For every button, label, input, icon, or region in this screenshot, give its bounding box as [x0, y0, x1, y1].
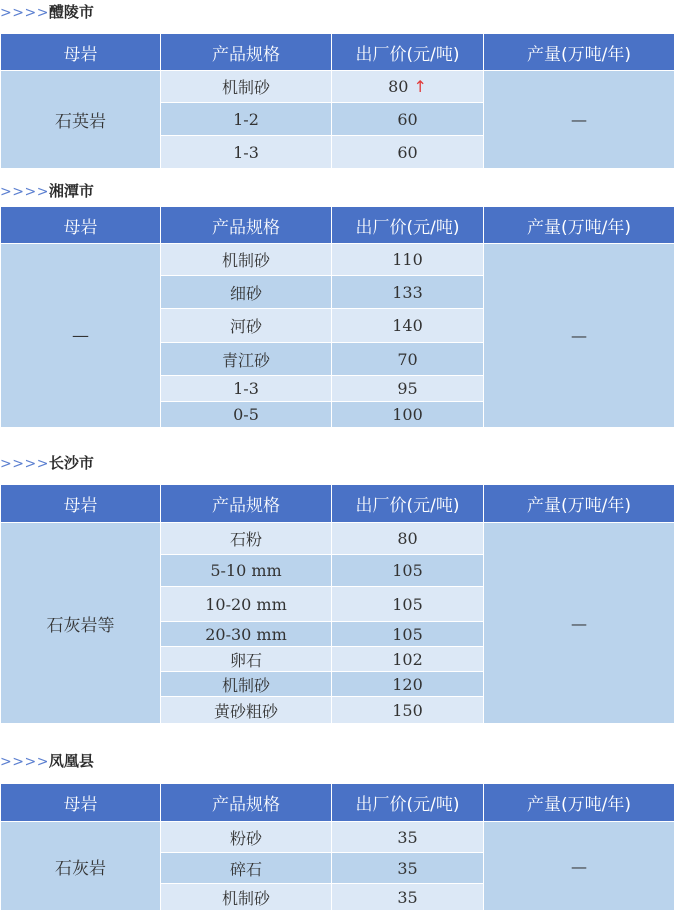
header-row	[1, 34, 674, 71]
price-table	[0, 33, 674, 169]
table-row	[1, 71, 674, 103]
spec-cell: 1-3	[161, 136, 332, 169]
price-cell: 140	[332, 309, 484, 343]
table-row	[1, 822, 674, 853]
city-name: 长沙市	[48, 454, 94, 472]
section-heading	[0, 452, 94, 474]
price-cell	[332, 71, 484, 103]
spec-cell: 粉砂	[161, 822, 332, 853]
spec-cell: 青江砂	[161, 343, 332, 376]
spec-cell: 1-2	[161, 103, 332, 136]
spec-cell: 石粉	[161, 523, 332, 555]
price-cell: 150	[332, 697, 484, 724]
output-cell: —	[484, 244, 674, 428]
mother-rock-cell: —	[1, 244, 161, 428]
mother-rock-cell: 石英岩	[1, 71, 161, 169]
header-output: 产量(万吨/年)	[484, 207, 674, 244]
spec-cell: 10-20 mm	[161, 587, 332, 622]
header-spec: 产品规格	[161, 207, 332, 244]
price-cell: 35	[332, 853, 484, 884]
spec-cell: 机制砂	[161, 71, 332, 103]
header-row	[1, 485, 674, 523]
header-price: 出厂价(元/吨)	[332, 207, 484, 244]
header-spec: 产品规格	[161, 784, 332, 822]
arrows-marker: >>>>	[0, 5, 49, 21]
price-cell: 105	[332, 587, 484, 622]
header-row	[1, 784, 674, 822]
arrow-up-icon: ↑	[413, 77, 427, 96]
price-cell: 105	[332, 555, 484, 587]
spec-cell: 1-3	[161, 376, 332, 402]
price-cell: 35	[332, 822, 484, 853]
output-cell: —	[484, 71, 674, 169]
city-name: 凤凰县	[48, 752, 94, 770]
header-mother-rock: 母岩	[1, 207, 161, 244]
mother-rock-cell: 石灰岩	[1, 822, 161, 911]
price-cell: 60	[332, 136, 484, 169]
price-cell: 35	[332, 884, 484, 911]
header-price: 出厂价(元/吨)	[332, 34, 484, 71]
arrows-marker: >>>>	[0, 456, 49, 472]
header-price: 出厂价(元/吨)	[332, 485, 484, 523]
price-cell: 70	[332, 343, 484, 376]
spec-cell: 碎石	[161, 853, 332, 884]
header-output: 产量(万吨/年)	[484, 485, 674, 523]
header-mother-rock: 母岩	[1, 34, 161, 71]
arrows-marker: >>>>	[0, 184, 49, 200]
spec-cell: 卵石	[161, 647, 332, 672]
city-name: 醴陵市	[48, 3, 94, 21]
arrows-marker: >>>>	[0, 754, 49, 770]
price-cell: 102	[332, 647, 484, 672]
price-table	[0, 783, 674, 911]
header-row	[1, 207, 674, 244]
spec-cell: 5-10 mm	[161, 555, 332, 587]
price-cell: 110	[332, 244, 484, 276]
output-cell: —	[484, 523, 674, 724]
table-row	[1, 244, 674, 276]
header-price: 出厂价(元/吨)	[332, 784, 484, 822]
spec-cell: 0-5	[161, 402, 332, 428]
price-cell: 80	[332, 523, 484, 555]
header-output: 产量(万吨/年)	[484, 784, 674, 822]
spec-cell: 河砂	[161, 309, 332, 343]
price-table	[0, 484, 674, 724]
section-heading	[0, 1, 94, 23]
price-cell: 105	[332, 622, 484, 647]
output-cell: —	[484, 822, 674, 911]
header-mother-rock: 母岩	[1, 485, 161, 523]
spec-cell: 机制砂	[161, 884, 332, 911]
spec-cell: 机制砂	[161, 244, 332, 276]
price-cell: 95	[332, 376, 484, 402]
spec-cell: 黄砂粗砂	[161, 697, 332, 724]
section-heading	[0, 180, 94, 202]
header-spec: 产品规格	[161, 34, 332, 71]
spec-cell: 细砂	[161, 276, 332, 309]
spec-cell: 机制砂	[161, 672, 332, 697]
price-cell: 120	[332, 672, 484, 697]
city-name: 湘潭市	[48, 182, 94, 200]
price-cell: 60	[332, 103, 484, 136]
mother-rock-cell: 石灰岩等	[1, 523, 161, 724]
header-spec: 产品规格	[161, 485, 332, 523]
spec-cell: 20-30 mm	[161, 622, 332, 647]
header-mother-rock: 母岩	[1, 784, 161, 822]
price-cell: 133	[332, 276, 484, 309]
table-row	[1, 523, 674, 555]
header-output: 产量(万吨/年)	[484, 34, 674, 71]
price-table	[0, 206, 674, 428]
price-value: 80	[388, 77, 409, 96]
section-heading	[0, 750, 94, 772]
price-cell: 100	[332, 402, 484, 428]
